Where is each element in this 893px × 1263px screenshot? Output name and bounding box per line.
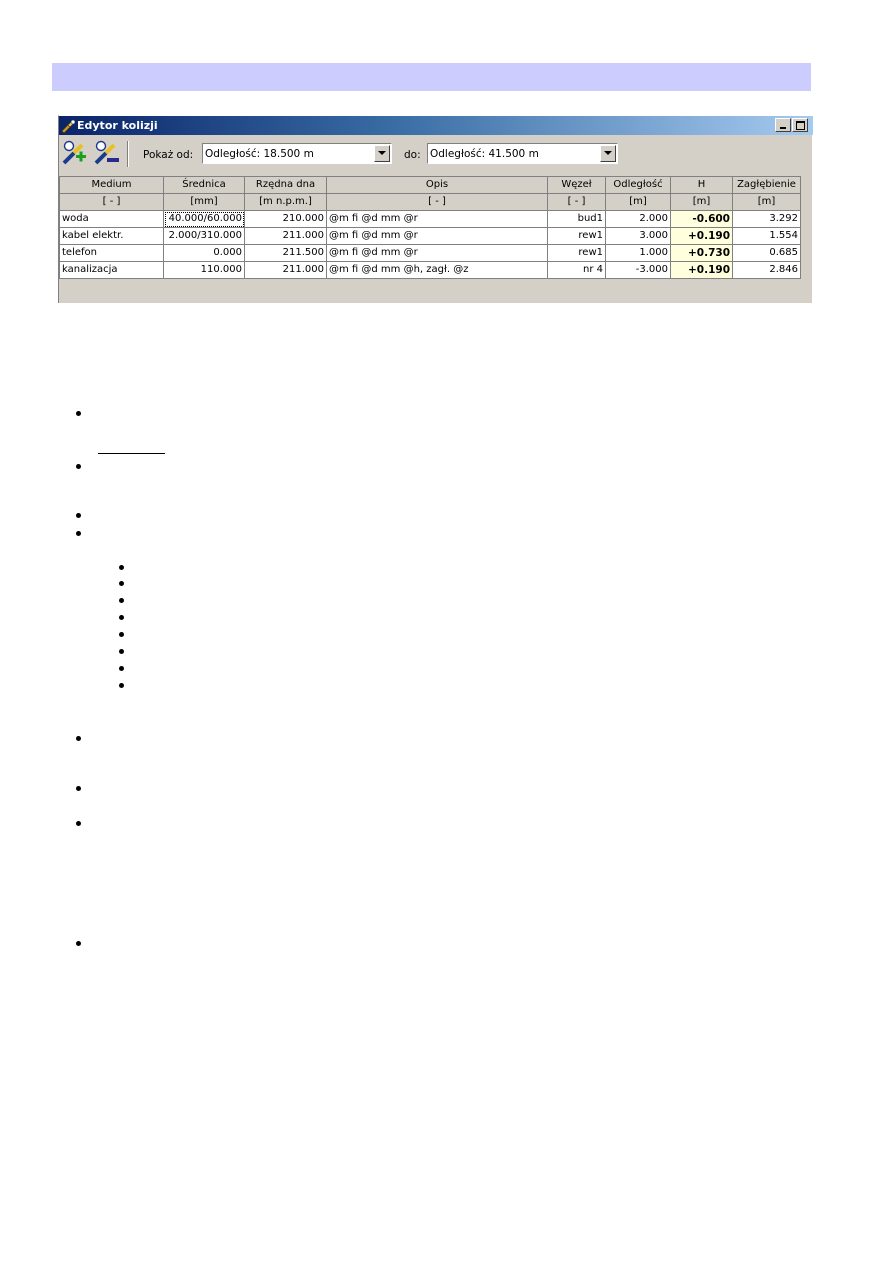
chevron-down-icon[interactable]: [600, 145, 616, 162]
cell-medium[interactable]: woda: [60, 211, 164, 228]
column-header-depth[interactable]: Zagłębienie: [733, 177, 801, 194]
add-collision-button[interactable]: [61, 139, 89, 167]
sub-list-bullet: [119, 683, 124, 688]
show-to-select[interactable]: [427, 143, 618, 164]
sub-list-bullet: [119, 581, 124, 586]
app-icon: [61, 118, 77, 133]
cell-invert-level[interactable]: 210.000: [245, 211, 327, 228]
sub-list-bullet: [119, 666, 124, 671]
toolbar: [59, 135, 813, 175]
window-title: Edytor kolizji: [77, 119, 158, 132]
underline-rule: [98, 453, 165, 454]
list-bullet: [76, 513, 81, 518]
table-row[interactable]: [60, 211, 801, 228]
maximize-button[interactable]: [792, 118, 808, 132]
table-row[interactable]: [60, 245, 801, 262]
cell-node[interactable]: rew1: [548, 245, 606, 262]
cell-node[interactable]: nr 4: [548, 262, 606, 279]
cell-h[interactable]: +0.730: [671, 245, 733, 262]
collision-table: [59, 176, 801, 279]
list-bullet: [76, 941, 81, 946]
show-from-select[interactable]: [202, 143, 392, 164]
toolbar-separator: [127, 141, 129, 167]
show-from-value: Odległość: 18.500 m: [205, 148, 314, 160]
cell-distance[interactable]: 2.000: [606, 211, 671, 228]
cell-depth[interactable]: 3.292: [733, 211, 801, 228]
unit-cell: [ - ]: [327, 194, 548, 211]
unit-cell: [mm]: [164, 194, 245, 211]
unit-cell: [m]: [733, 194, 801, 211]
cell-invert-level[interactable]: 211.500: [245, 245, 327, 262]
table-row[interactable]: [60, 262, 801, 279]
remove-collision-button[interactable]: [93, 139, 121, 167]
table-units-row: [60, 194, 801, 211]
cell-distance[interactable]: -3.000: [606, 262, 671, 279]
list-bullet: [76, 736, 81, 741]
cell-description[interactable]: @m fi @d mm @r: [327, 211, 548, 228]
cell-description[interactable]: @m fi @d mm @r: [327, 228, 548, 245]
table-header-row: [60, 177, 801, 194]
cell-node[interactable]: rew1: [548, 228, 606, 245]
cell-invert-level[interactable]: 211.000: [245, 228, 327, 245]
sub-list-bullet: [119, 632, 124, 637]
cell-diameter[interactable]: 2.000/310.000: [164, 228, 245, 245]
cell-depth[interactable]: 1.554: [733, 228, 801, 245]
cell-medium[interactable]: kanalizacja: [60, 262, 164, 279]
cell-depth[interactable]: 2.846: [733, 262, 801, 279]
collision-editor-window: [58, 115, 812, 303]
column-header-node[interactable]: Węzeł: [548, 177, 606, 194]
column-header-medium[interactable]: Medium: [60, 177, 164, 194]
unit-cell: [m]: [671, 194, 733, 211]
add-collision-icon: [61, 139, 89, 167]
chevron-down-icon[interactable]: [374, 145, 390, 162]
cell-node[interactable]: bud1: [548, 211, 606, 228]
cell-description[interactable]: @m fi @d mm @h, zagł. @z: [327, 262, 548, 279]
column-header-distance[interactable]: Odległość: [606, 177, 671, 194]
list-bullet: [76, 411, 81, 416]
column-header-diameter[interactable]: Średnica: [164, 177, 245, 194]
show-to-value: Odległość: 41.500 m: [430, 148, 539, 160]
cell-distance[interactable]: 1.000: [606, 245, 671, 262]
cell-diameter[interactable]: 0.000: [164, 245, 245, 262]
cell-h[interactable]: -0.600: [671, 211, 733, 228]
unit-cell: [m]: [606, 194, 671, 211]
cell-invert-level[interactable]: 211.000: [245, 262, 327, 279]
cell-medium[interactable]: telefon: [60, 245, 164, 262]
sub-list-bullet: [119, 598, 124, 603]
unit-cell: [m n.p.m.]: [245, 194, 327, 211]
title-bar[interactable]: [59, 116, 813, 135]
table-row[interactable]: [60, 228, 801, 245]
cell-medium[interactable]: kabel elektr.: [60, 228, 164, 245]
cell-h[interactable]: +0.190: [671, 228, 733, 245]
column-header-invert-level[interactable]: Rzędna dna: [245, 177, 327, 194]
show-to-label: do:: [404, 149, 421, 161]
sub-list-bullet: [119, 565, 124, 570]
unit-cell: [ - ]: [60, 194, 164, 211]
list-bullet: [76, 786, 81, 791]
cell-distance[interactable]: 3.000: [606, 228, 671, 245]
minimize-button[interactable]: [775, 118, 791, 132]
list-bullet: [76, 531, 81, 536]
list-bullet: [76, 821, 81, 826]
cell-depth[interactable]: 0.685: [733, 245, 801, 262]
remove-collision-icon: [93, 139, 121, 167]
sub-list-bullet: [119, 649, 124, 654]
cell-h[interactable]: +0.190: [671, 262, 733, 279]
list-bullet: [76, 464, 81, 469]
cell-diameter[interactable]: 110.000: [164, 262, 245, 279]
column-header-description[interactable]: Opis: [327, 177, 548, 194]
page-header-band: [52, 63, 811, 91]
cell-description[interactable]: @m fi @d mm @r: [327, 245, 548, 262]
column-header-h[interactable]: H: [671, 177, 733, 194]
show-from-label: Pokaż od:: [143, 149, 194, 161]
cell-diameter[interactable]: 40.000/60.000: [164, 211, 245, 228]
sub-list-bullet: [119, 615, 124, 620]
unit-cell: [ - ]: [548, 194, 606, 211]
